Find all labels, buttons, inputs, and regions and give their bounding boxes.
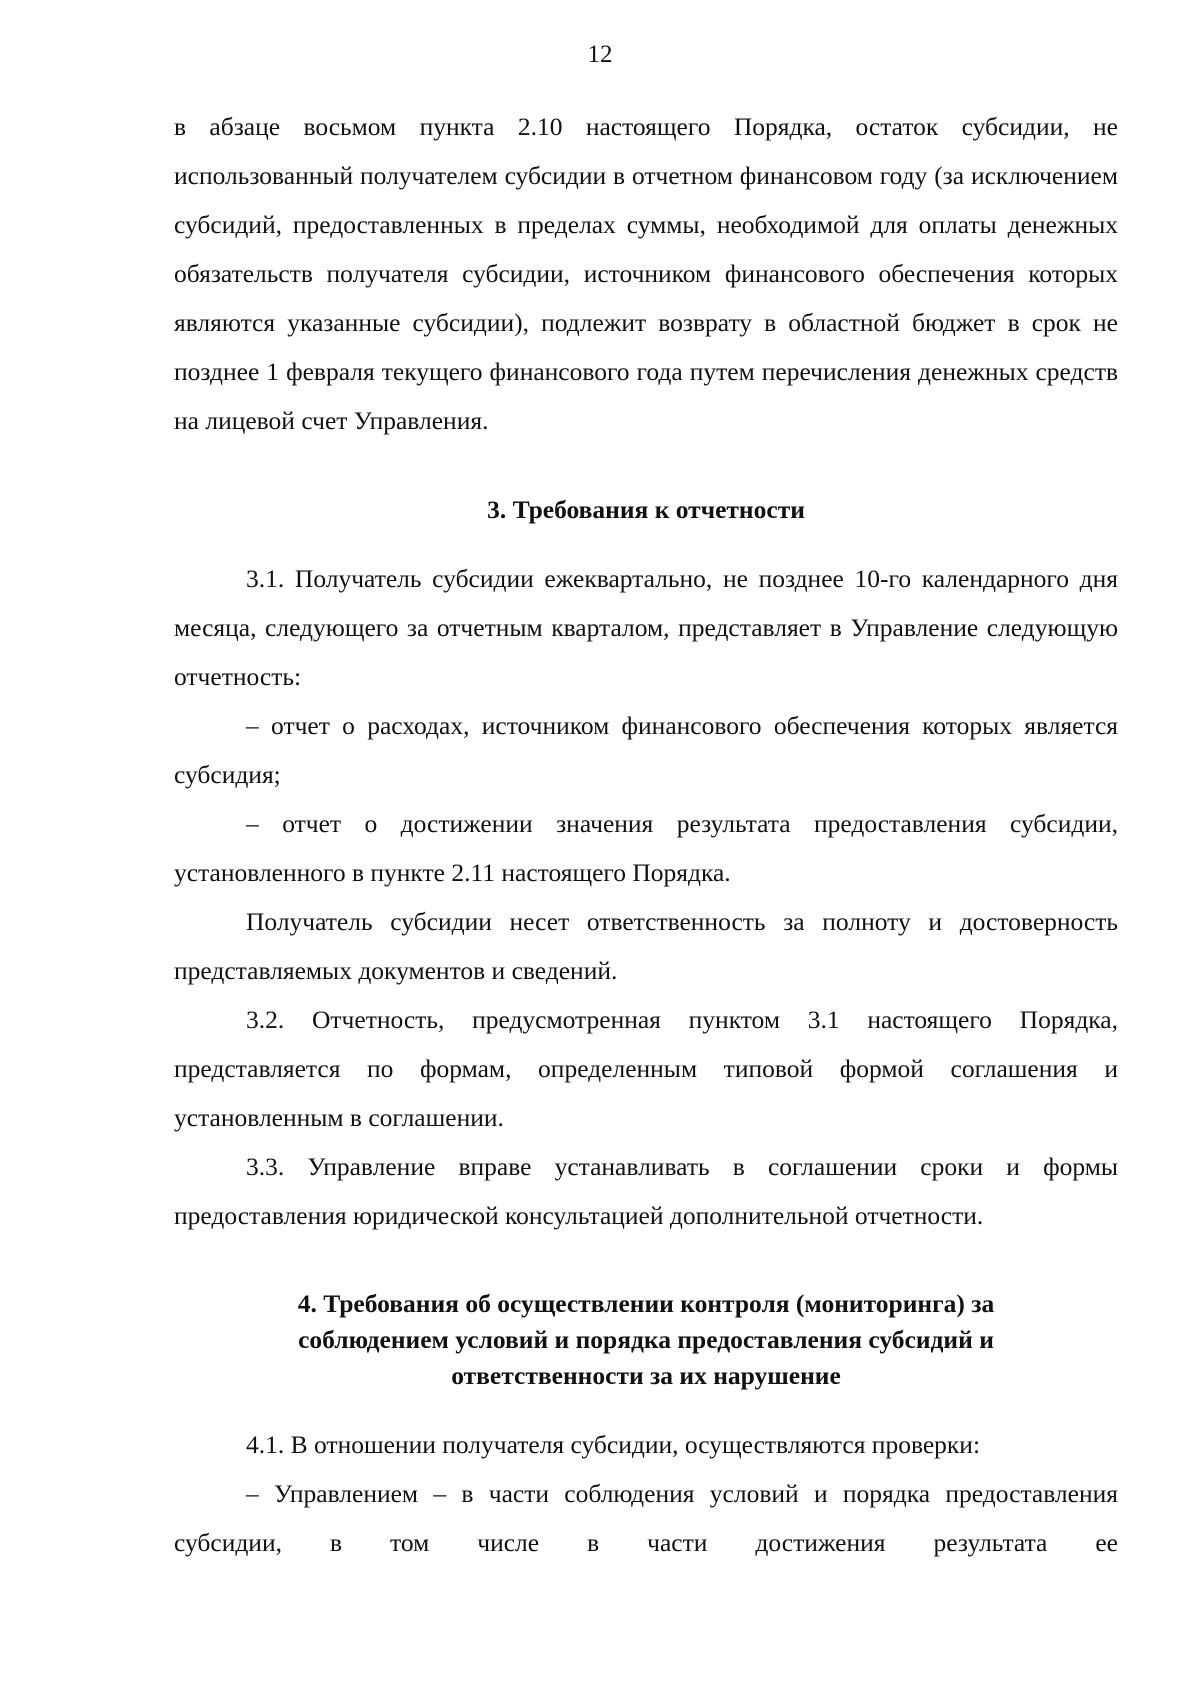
- section-3-heading: 3. Требования к отчетности: [487, 495, 805, 524]
- text-line: необходимой для оплаты денежных обязательств получателя субсидии,: [174, 210, 1118, 288]
- text-line: использованный получателем субсидии в отчетном финансовом году: [174, 161, 928, 190]
- list-item-result-report: [174, 799, 1118, 897]
- text-line: – отчет о расходах, источником финансового обеспечения которых: [246, 711, 1012, 740]
- text-line: календарного дня месяца, следующего за отчетным кварталом, представляет: [174, 564, 1119, 642]
- heading-line: 4. Требования об осуществлении контроля (мониторинга) за: [297, 1289, 995, 1318]
- text-line: на лицевой счет Управления.: [174, 406, 489, 435]
- text-line: 1 февраля текущего финансового года путем перечисления денежных средств: [266, 357, 1118, 386]
- text-line: 3.3. Управление вправе устанавливать в соглашении сроки и формы: [246, 1152, 1118, 1181]
- text-line: 4.1. В отношении получателя субсидии, осуществляются проверки:: [246, 1430, 981, 1459]
- text-line: является субсидия;: [174, 711, 1118, 789]
- paragraph-3-2: [174, 995, 1118, 1142]
- paragraph-intro: [174, 102, 1118, 445]
- text-line: – Управлением – в части соблюдения условий и порядка: [246, 1479, 931, 1508]
- text-line: – отчет о достижении значения результата предоставления субсидии,: [246, 809, 1118, 838]
- paragraph-3-1: [174, 554, 1118, 701]
- text-line: 3.2. Отчетность, предусмотренная пунктом 3.1 настоящего Порядка,: [246, 1005, 1118, 1034]
- text-line: достоверность представляемых документов и сведений.: [174, 907, 1119, 985]
- page-number: 12: [587, 41, 613, 68]
- text-line: в абзаце восьмом пункта 2.10 настоящего Порядка, остаток субсидии, не: [174, 112, 1118, 141]
- document-body: [174, 102, 1118, 1567]
- text-line: представляется по формам, определенным типовой формой соглашения и: [174, 1054, 1118, 1083]
- text-line: (за исключением субсидий, предоставленных в пределах суммы,: [174, 161, 1118, 239]
- paragraph-responsibility: [174, 897, 1118, 995]
- text-line: в Управление следующую отчетность:: [174, 613, 1119, 691]
- heading-line: соблюдением условий и порядка предоставления субсидий и: [298, 1325, 994, 1354]
- text-line: установленным в соглашении.: [174, 1103, 504, 1132]
- list-item-expense-report: [174, 701, 1118, 799]
- text-line: 3.1. Получатель субсидии ежеквартально, не позднее 10-го: [246, 564, 912, 593]
- text-line: предоставления субсидии, в том числе в части достижения результата ее: [174, 1479, 1118, 1557]
- text-line: установленного в пункте 2.11 настоящего Порядка.: [174, 858, 731, 887]
- list-item-management-audit: [174, 1469, 1118, 1567]
- heading-line: ответственности за их нарушение: [451, 1361, 841, 1390]
- text-line: предоставления юридической консультацией дополнительной отчетности.: [174, 1201, 984, 1230]
- paragraph-3-3: [174, 1142, 1118, 1240]
- text-line: Получатель субсидии несет ответственность за полноту и: [246, 907, 943, 936]
- text-line: источником финансового обеспечения которых являются указанные: [174, 259, 1118, 337]
- text-line: субсидии), подлежит возврату в областной бюджет в срок не позднее: [174, 308, 1118, 386]
- section-4-heading: [174, 1286, 1118, 1394]
- paragraph-4-1: [174, 1420, 1118, 1469]
